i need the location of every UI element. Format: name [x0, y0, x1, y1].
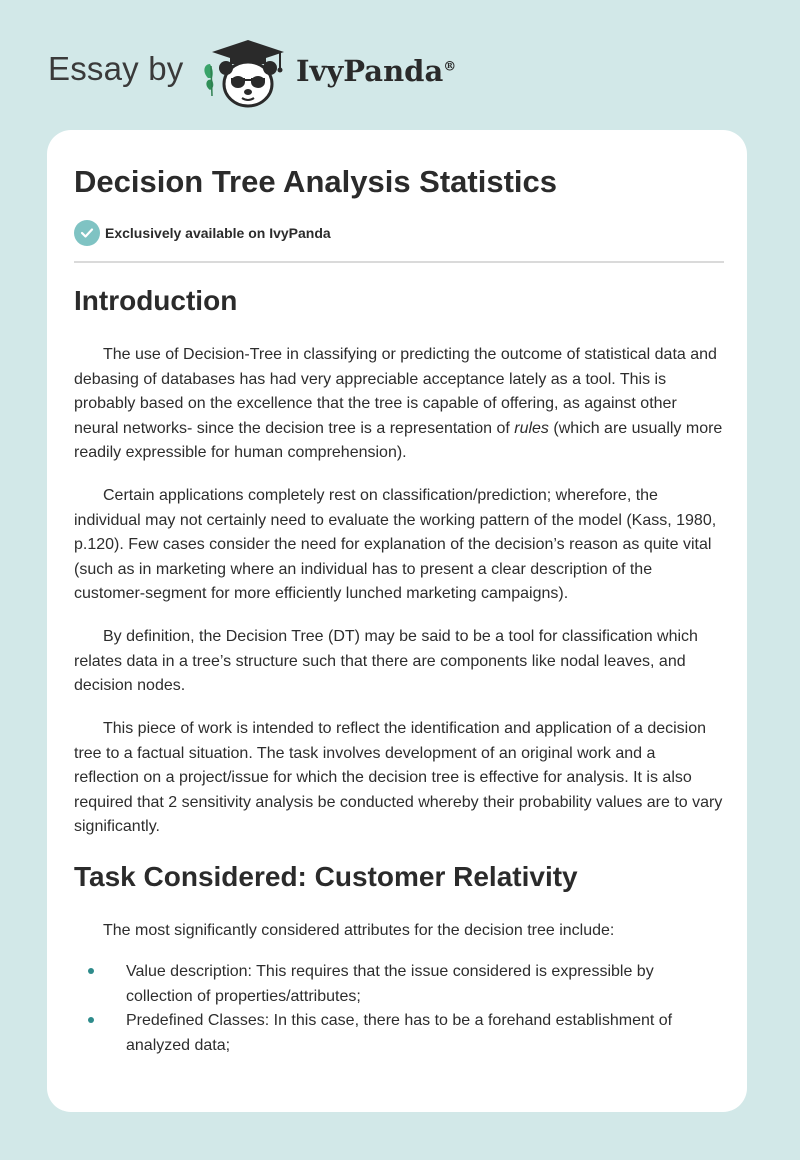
paragraph-text: The most significantly considered attributes for the decision tree include:	[103, 922, 615, 939]
section-heading-task-considered: Task Considered: Customer Relativity	[74, 861, 578, 892]
list-item-text: Predefined Classes: In this case, there has to be a forehand establishment of analyzed data;	[126, 1012, 673, 1054]
exclusive-badge-label: Exclusively available on IvyPanda	[105, 225, 331, 241]
brand-name[interactable]	[296, 54, 456, 88]
paragraph-emphasis: rules	[514, 419, 549, 437]
paragraph-text: By definition, the Decision Tree (DT) may be said to be a tool for classification which relates data in a tree’s structure such that there are components like nodal leaves, and decision nodes.	[74, 628, 698, 695]
paragraph	[74, 484, 724, 607]
list-item-text: Value description: This requires that the issue considered is expressible by collection of properties/attributes;	[126, 963, 654, 1005]
section-heading-introduction: Introduction	[74, 285, 238, 316]
paragraph	[74, 717, 724, 840]
list-item	[74, 960, 724, 1009]
paragraph-text: This piece of work is intended to reflect the identification and application of a decision tree to a factual situation. The task involves development of an original work and a reflection on a project/issue for which the decision tree is effective for analysis. It is also required that 2 sensitivity analysis be conducted whereby their probability values are to vary significantly.	[74, 720, 723, 836]
paragraph-text: Certain applications completely rest on classification/prediction; wherefore, the individual may not certainly need to evaluate the working pattern of the model (Kass, 1980, p.120). Few cases consider the need for explanation of the decision’s reason as quite vital (such as in marketing where an individual has to present a clear description of the customer-segment for more efficiently lunched marketing campaigns).	[74, 487, 717, 603]
paragraph	[74, 919, 724, 944]
brand-name-text: IvyPanda	[296, 54, 444, 88]
bullet-icon	[88, 1017, 94, 1023]
paragraph	[74, 625, 724, 699]
bullet-icon	[88, 968, 94, 974]
check-icon	[74, 220, 100, 246]
divider	[74, 261, 724, 263]
article-card	[47, 130, 747, 1112]
paragraph-text: The use of Decision-Tree in classifying or predicting the outcome of statistical data and debasing of databases has had very appreciable acceptance lately as a tool. This is probably based on the excellence that the tree is capable of offering, as against other neural networks- since the decision tree is a representation of	[74, 346, 717, 437]
paragraph	[74, 343, 724, 466]
page-title: Decision Tree Analysis Statistics	[74, 164, 558, 199]
attribute-list	[74, 960, 724, 1058]
exclusive-badge	[74, 220, 331, 246]
site-header	[0, 0, 800, 130]
registered-mark: ®	[443, 59, 457, 75]
brand-prefix: Essay by	[48, 50, 184, 87]
panda-graduate-icon	[200, 34, 290, 110]
paragraph-text: (which are usually more readily expressible for human comprehension).	[74, 419, 723, 462]
list-item	[74, 1009, 724, 1058]
